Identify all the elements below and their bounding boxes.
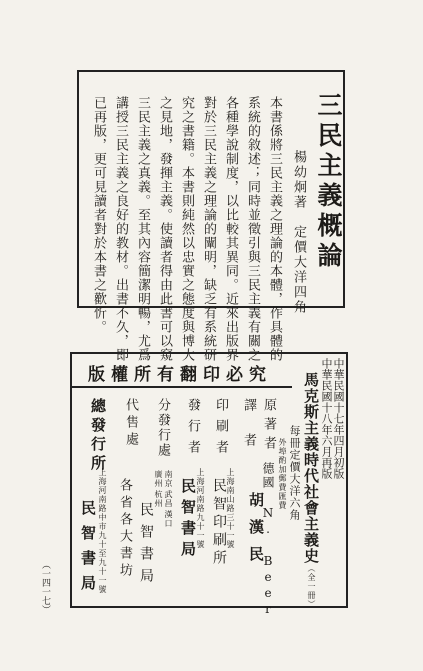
label-printer: 印刷者: [213, 398, 228, 461]
ad-body-line: 之見地，發揮主義。使讀者得由此書可以窺: [157, 96, 172, 362]
ad-body-line: 本書係將三民主義之理論的本體，作具體的: [267, 96, 282, 362]
branch-city: 廣州: [154, 470, 163, 488]
label-head-office: 總發行所: [89, 398, 107, 474]
book-price: 每冊定價大洋六角: [288, 425, 301, 521]
ad-title: 三民主義概論: [314, 92, 343, 272]
branch-city: 武昌: [164, 490, 173, 508]
ad-body-line: 三民主義之真義。至其內容簡潔明暢，尤爲: [135, 96, 150, 362]
ad-body-line: 已再版，更可見讀者對於本書之歡忻。: [91, 96, 106, 334]
ad-body-line: 各種學說制度，以比較其異同。近來出版界: [223, 96, 238, 362]
book-advertisement: [77, 70, 345, 362]
branch-city: 杭州: [154, 490, 163, 508]
translator: 胡漢民: [247, 492, 265, 573]
page-number: （一四一七）: [40, 560, 50, 614]
branch-city: 南京: [164, 470, 173, 488]
ad-body-line: 系統的敘述；同時並徵引與三民主義有關之: [245, 96, 260, 362]
dealers: 各省各大書坊: [117, 478, 132, 580]
postage-note: 外埠酌加郵費匯費: [278, 438, 287, 510]
book-title: [303, 372, 318, 609]
book-title-text: 馬克斯主義時代社會主義史: [302, 372, 320, 564]
printer-address: 上海南山路三十一號: [226, 468, 235, 549]
print-date-first: 中華民國十七年四月初版: [332, 358, 345, 479]
colophon-divider: [72, 386, 292, 388]
volume-note: （全一冊）: [307, 564, 316, 609]
label-branch-office: 分發行處: [155, 398, 170, 458]
ad-body-line: 對於三民主義之理論的闡明，缺乏有系統研: [201, 96, 216, 362]
head-office-address: 上海河南路中市九十至九十一號: [98, 468, 107, 594]
head-office-name: 民智書局: [79, 500, 97, 600]
ad-body-line: 講授三民主義之良好的教材。出書不久，即: [113, 96, 128, 362]
ad-body-line: 究之書籍。本書則純然以忠實之態度與博大: [179, 96, 194, 362]
original-author: 德國 N. Beer: [261, 462, 275, 618]
printer-name: 民智印刷所: [211, 478, 227, 568]
print-date-second: 中華民國十八年六月再版: [320, 358, 333, 479]
label-publisher: 發行者: [185, 398, 200, 461]
publisher-name: 民智書局: [179, 478, 197, 562]
label-dealers: 代售處: [123, 398, 138, 449]
publisher-address: 上海河南路九十一號: [196, 468, 205, 549]
branch-city: 漢口: [164, 510, 173, 528]
label-translator: 譯者: [241, 398, 256, 468]
label-original-author: 原著者: [261, 398, 276, 455]
branch-name: 民智書局: [138, 502, 154, 590]
copyright-notice: 版權所有翻印必究: [88, 365, 272, 385]
ad-author-price: 楊幼炯著 定價大洋四角: [291, 150, 306, 315]
